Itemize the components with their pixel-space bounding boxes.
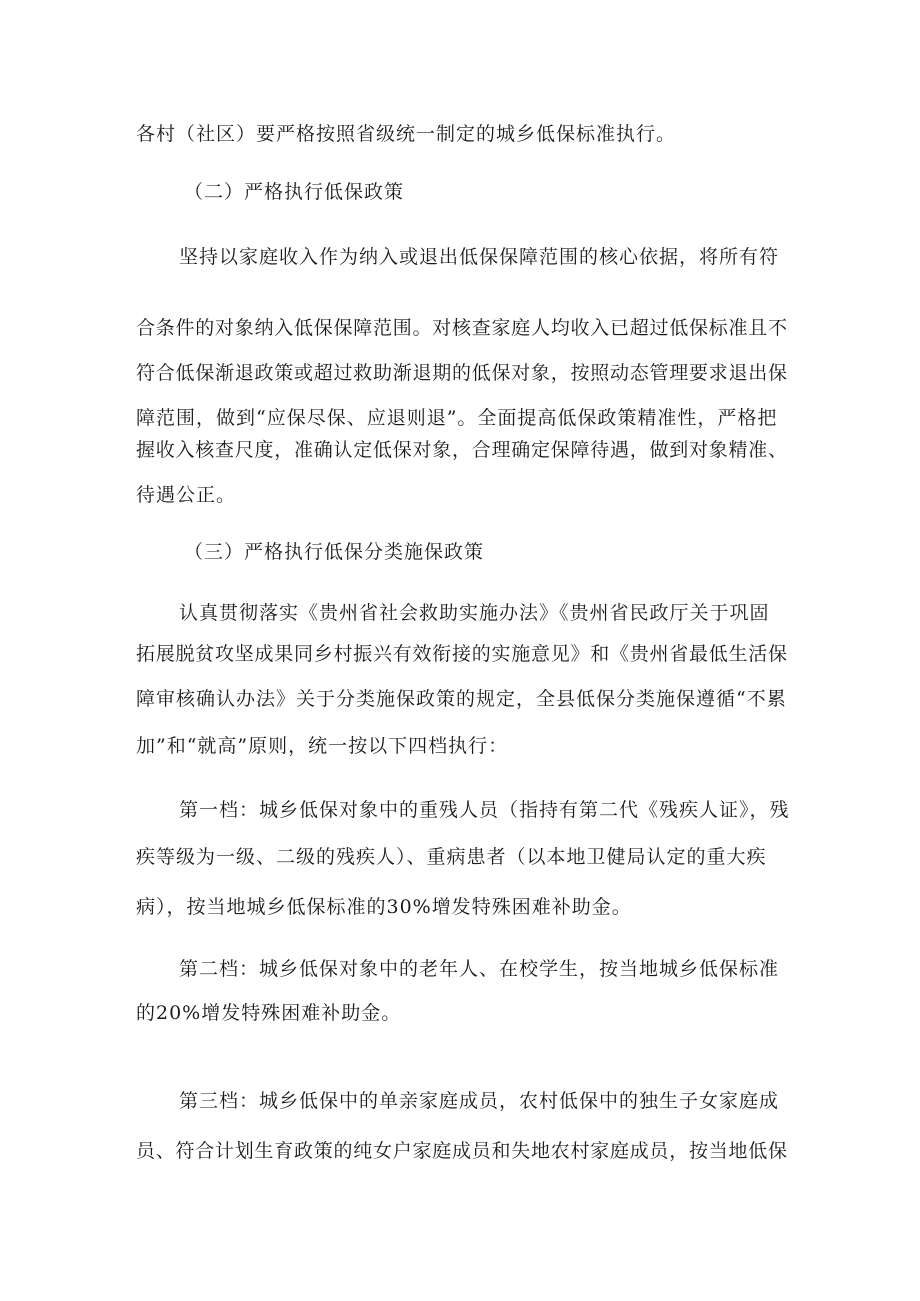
paragraph-line: 认真贯彻落实《贵州省社会救助实施办法》《贵州省民政厅关于巩固 <box>179 602 770 624</box>
paragraph-line: 第三档：城乡低保中的单亲家庭成员，农村低保中的独生子女家庭成 <box>179 1090 780 1112</box>
paragraph-line: 符合低保渐退政策或超过救助渐退期的低保对象，按照动态管理要求退出保 <box>136 362 788 384</box>
paragraph-line: 障范围，做到“应保尽保、应退则退”。全面提高低保政策精准性，严格把 <box>136 407 778 429</box>
paragraph-line: 拓展脱贫攻坚成果同乡村振兴有效衔接的实施意见》和《贵州省最低生活保 <box>136 643 788 665</box>
paragraph-line: 病），按当地城乡低保标准的30%增发特殊困难补助金。 <box>136 896 632 918</box>
section-heading-2: （二）严格执行低保政策 <box>184 181 405 203</box>
paragraph-line: 第一档：城乡低保对象中的重残人员（指持有第二代《残疾人证》，残 <box>179 799 790 821</box>
paragraph-line: 坚持以家庭收入作为纳入或退出低保保障范围的核心依据，将所有符 <box>179 246 780 268</box>
paragraph-line: 加”和“就高”原则，统一按以下四档执行： <box>136 735 509 757</box>
paragraph-line: 疾等级为一级、二级的残疾人）、重病患者（以本地卫健局认定的重大疾 <box>136 846 767 868</box>
paragraph-line: 的20%增发特殊困难补助金。 <box>136 1002 402 1024</box>
paragraph-line: 员、符合计划生育政策的纯女户家庭成员和失地农村家庭成员，按当地低保 <box>136 1140 788 1162</box>
paragraph-line: 待遇公正。 <box>136 484 237 506</box>
paragraph-line: 合条件的对象纳入低保保障范围。对核查家庭人均收入已超过低保标准且不 <box>136 317 788 339</box>
paragraph-line: 障审核确认办法》关于分类施保政策的规定，全县低保分类施保遵循“不累 <box>136 688 787 710</box>
section-heading-3: （三）严格执行低保分类施保政策 <box>184 541 485 563</box>
paragraph-line: 握收入核查尺度，准确认定低保对象，合理确定保障待遇，做到对象精准、 <box>136 439 788 461</box>
paragraph-line: 各村（社区）要严格按照省级统一制定的城乡低保标准执行。 <box>136 123 677 145</box>
paragraph-line: 第二档：城乡低保对象中的老年人、在校学生，按当地城乡低保标准 <box>179 958 780 980</box>
